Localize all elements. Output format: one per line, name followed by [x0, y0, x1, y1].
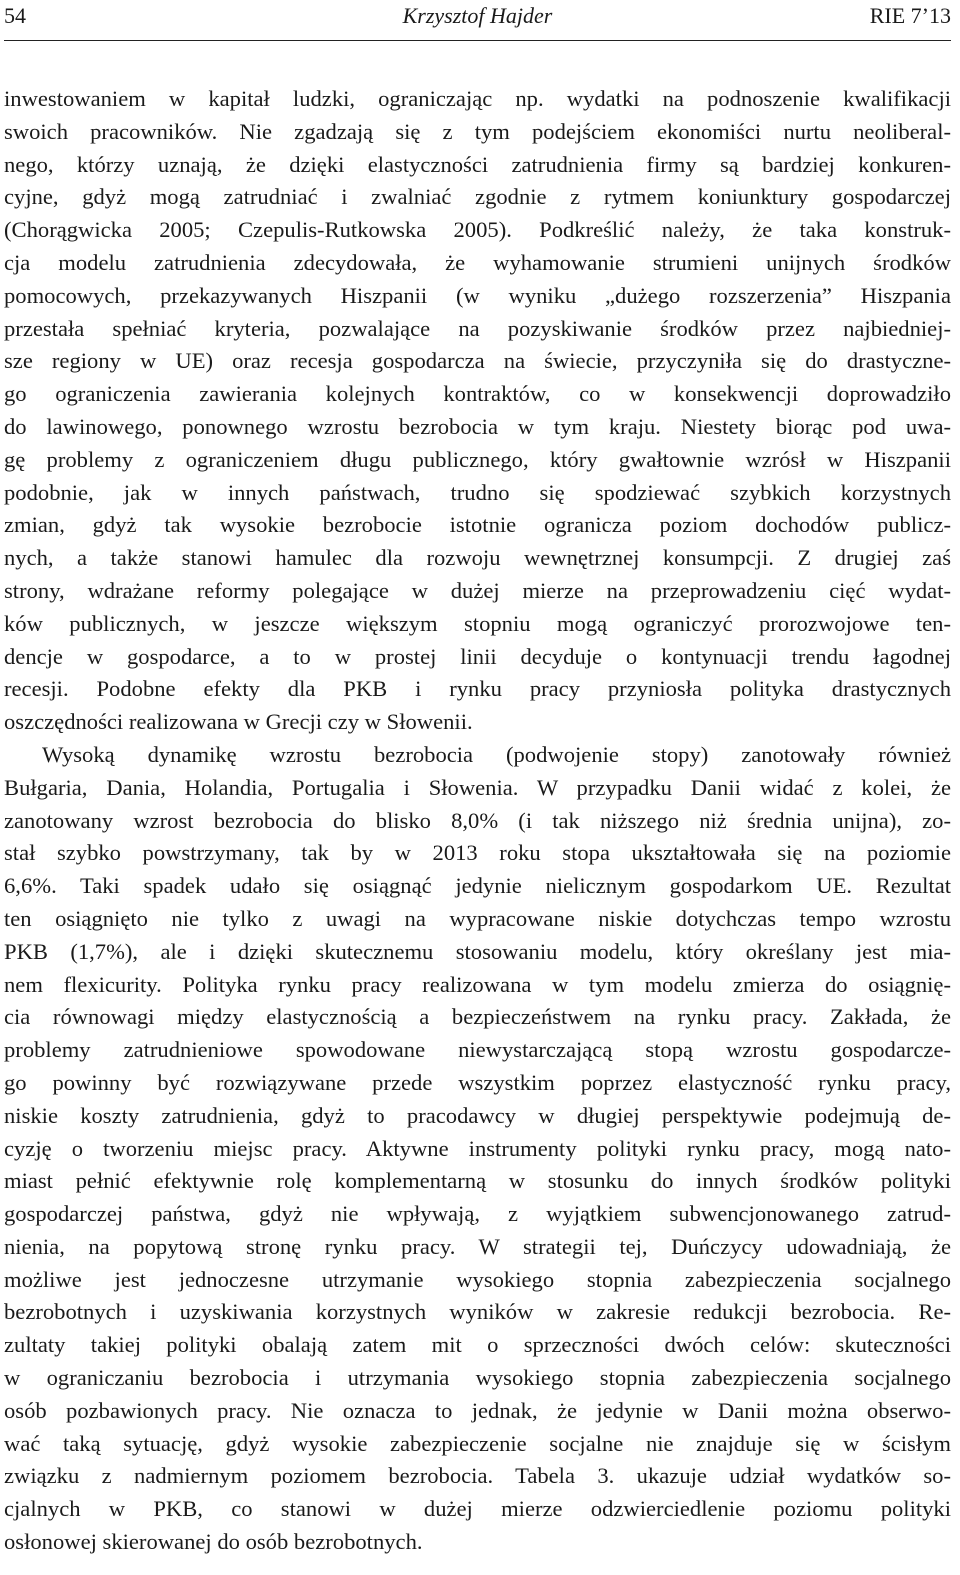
text-line: osłonowej skierowanej do osób bezrobotnych. [4, 1529, 423, 1555]
text-line: możliwe jest jednoczesne utrzymanie wysokiego stopnia zabezpieczenia socjalnego [4, 1266, 951, 1292]
text-line: do lawinowego, ponownego wzrostu bezrobocia w tym kraju. Niestety biorąc pod uwa- [4, 413, 951, 439]
text-line: nych, a także stanowi hamulec dla rozwoju wewnętrznej konsumpcji. Z drugiej zaś [4, 545, 951, 571]
text-line: Wysoką dynamikę wzrostu bezrobocia (podwojenie stopy) zanotowały również [42, 741, 951, 767]
text-line: zmian, gdyż tak wysokie bezrobocie istotnie ogranicza poziom dochodów publicz- [4, 512, 951, 538]
running-header [4, 0, 951, 41]
text-line: nienia, na popytową stronę rynku pracy. W strategii tej, Duńczycy udowadniają, że [4, 1233, 951, 1259]
text-line: cja modelu zatrudnienia zdecydowała, że wyhamowanie strumieni unijnych środków [4, 249, 951, 275]
text-line: strony, wdrażane reformy polegające w dużej mierze na przeprowadzeniu cięć wydat- [4, 577, 951, 603]
text-line: Bułgaria, Dania, Holandia, Portugalia i Słowenia. W przypadku Danii widać z kolei, że [4, 774, 951, 800]
text-line: podobnie, jak w innych państwach, trudno się spodziewać szybkich korzystnych [4, 479, 951, 505]
text-line: gę problemy z ograniczeniem długu publicznego, który gwałtownie wzrósł w Hiszpanii [4, 446, 951, 472]
text-line: go ograniczenia zawierania kolejnych kontraktów, co w konsekwencji doprowadziło [4, 381, 951, 407]
text-line: cyjne, gdyż mogą zatrudniać i zwalniać zgodnie z rytmem koniunktury gospodarczej [4, 184, 951, 210]
text-line: 6,6%. Taki spadek udało się osiągnąć jedynie nielicznym gospodarkom UE. Rezultat [4, 873, 951, 899]
text-line: nem flexicurity. Polityka rynku pracy realizowana w tym modelu zmierza do osiągnię- [4, 971, 951, 997]
text-line: problemy zatrudnieniowe spowodowane niewystarczającą stopą wzrostu gospodarcze- [4, 1037, 951, 1063]
text-line: sze regiony w UE) oraz recesja gospodarcza na świecie, przyczyniła się do drastyczne- [4, 348, 951, 374]
text-line: zultaty takiej polityki obalają zatem mit o sprzeczności dwóch celów: skuteczności [4, 1332, 951, 1358]
text-line: zanotowany wzrost bezrobocia do blisko 8,0% (i tak niższego niż średnia unijna), zo- [4, 807, 951, 833]
paragraph [4, 739, 951, 1559]
document-page [4, 0, 951, 1559]
text-line: swoich pracowników. Nie zgadzają się z tym podejściem ekonomiści nurtu neoliberal- [4, 118, 951, 144]
text-line: cyzję o tworzeniu miejsc pracy. Aktywne instrumenty polityki rynku pracy, mogą nato- [4, 1135, 951, 1161]
text-line: w ograniczaniu bezrobocia i utrzymania wysokiego stopnia zabezpieczenia socjalnego [4, 1365, 951, 1391]
text-line: wać taką sytuację, gdyż wysokie zabezpieczenie socjalne nie znajduje się w ścisłym [4, 1430, 951, 1456]
body-text [4, 83, 951, 1559]
paragraph [4, 83, 951, 739]
text-line: osób pozbawionych pracy. Nie oznacza to jednak, że jedynie w Danii można obserwo- [4, 1397, 951, 1423]
text-line: ten osiągnięto nie tylko z uwagi na wypracowane niskie dotychczas tempo wzrostu [4, 905, 951, 931]
text-line: recesji. Podobne efekty dla PKB i rynku pracy przyniosła polityka drastycznych [4, 676, 951, 702]
text-line: cjalnych w PKB, co stanowi w dużej mierze odzwierciedlenie poziomu polityki [4, 1496, 951, 1522]
text-line: inwestowaniem w kapitał ludzki, ograniczając np. wydatki na podnoszenie kwalifikacji [4, 86, 951, 111]
text-line: dencje w gospodarce, a to w prostej linii decyduje o kontynuacji trendu łagodnej [4, 643, 951, 669]
text-line: miast pełnić efektywnie rolę komplementarną w stosunku do innych środków polityki [4, 1168, 951, 1194]
text-line: go powinny być rozwiązywane przede wszystkim poprzez elastyczność rynku pracy, [4, 1069, 951, 1095]
text-line: bezrobotnych i uzyskiwania korzystnych wyników w zakresie redukcji bezrobocia. Re- [4, 1299, 951, 1325]
text-line: (Chorągwicka 2005; Czepulis-Rutkowska 2005). Podkreślić należy, że taka konstruk- [4, 217, 951, 243]
text-line: oszczędności realizowana w Grecji czy w Słowenii. [4, 709, 473, 735]
text-line: związku z nadmiernym poziomem bezrobocia. Tabela 3. ukazuje udział wydatków so- [4, 1463, 951, 1489]
text-line: niskie koszty zatrudnienia, gdyż to pracodawcy w długiej perspektywie podejmują de- [4, 1102, 951, 1128]
text-line: nego, którzy uznają, że dzięki elastyczności zatrudnienia firmy są bardziej konkuren- [4, 151, 951, 177]
journal-issue: RIE 7’13 [869, 3, 951, 28]
text-line: przestała spełniać kryteria, pozwalające na pozyskiwanie środków przez najbiedniej- [4, 315, 951, 341]
text-line: ków publicznych, w jeszcze większym stopniu mogą ograniczyć prorozwojowe ten- [4, 610, 951, 636]
text-line: PKB (1,7%), ale i dzięki skutecznemu stosowaniu modelu, który określany jest mia- [4, 938, 951, 964]
page-number: 54 [4, 3, 26, 28]
text-line: pomocowych, przekazywanych Hiszpanii (w wyniku „dużego rozszerzenia” Hiszpania [4, 282, 951, 308]
text-line: gospodarczej państwa, gdyż nie wpływają, z wyjątkiem subwencjonowanego zatrud- [4, 1201, 951, 1227]
author-name: Krzysztof Hajder [402, 3, 553, 28]
text-line: stał szybko powstrzymany, tak by w 2013 roku stopa ukształtowała się na poziomie [4, 840, 951, 866]
text-line: cia równowagi między elastycznością a bezpieczeństwem na rynku pracy. Zakłada, że [4, 1004, 951, 1030]
